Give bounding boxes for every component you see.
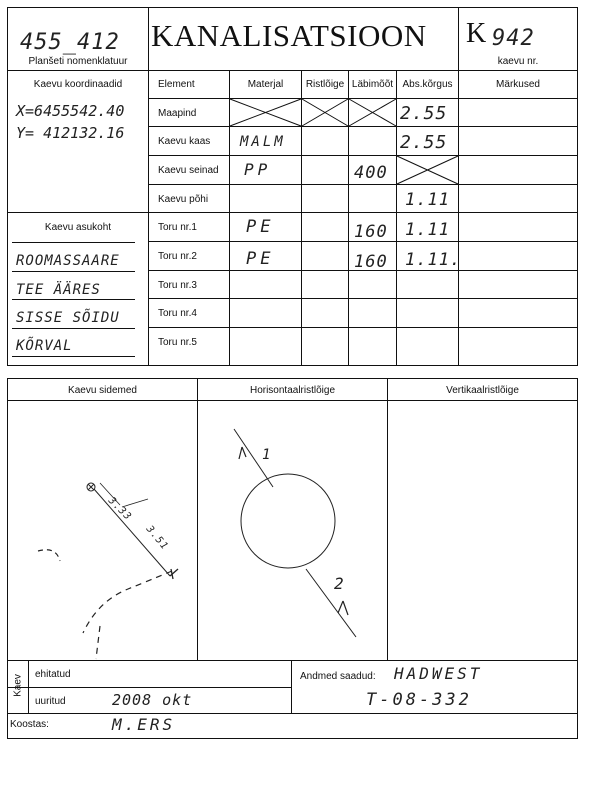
location-line-3: SISSE SÕIDU [16,310,120,326]
row-label-lid: Kaevu kaas [158,136,211,147]
compiled-label: Koostas: [10,719,49,730]
location-line-2: TEE ÄÄRES [16,282,101,298]
pipe-2-diameter: 160 [354,252,388,272]
tie-distance-1: 3.33 [105,495,134,523]
horizontal-section-sketch [198,401,387,660]
row-label-pipe-5: Toru nr.5 [158,337,197,348]
data-source-ref: T-08-332 [366,690,472,710]
row-label-bottom: Kaevu põhi [158,194,209,205]
row-label-pipe-1: Toru nr.1 [158,222,197,233]
col-header-element: Element [158,79,195,90]
compiled-value: M.ERS [112,715,176,734]
coordinate-x: X=6455542.40 [16,102,125,120]
kaev-label: Kaev [12,674,24,697]
row-label-walls: Kaevu seinad [158,165,219,176]
location-line-4: KÕRVAL [16,338,73,354]
coordinates-label: Kaevu koordinaadid [33,79,123,90]
surveyed-value: 2008 okt [112,691,193,709]
pipe-2-material: PE [246,249,275,269]
col-header-elevation: Abs.kõrgus [402,79,453,90]
ground-elevation: 2.55 [400,103,448,124]
row-label-pipe-3: Toru nr.3 [158,280,197,291]
location-label: Kaevu asukoht [44,222,112,233]
pipe-1-label: 1 [262,447,272,463]
well-number-value: 942 [492,26,535,51]
col-header-material: Materjal [247,79,284,90]
nomenclature-value: 455_412 [20,30,120,55]
well-number-prefix: K [466,18,487,49]
horizontal-section-label: Horisontaalristlõige [249,385,336,396]
pipe-1-diameter: 160 [354,222,388,242]
pipe-2-label: 2 [334,574,345,593]
row-label-ground: Maapind [158,108,197,119]
ties-label: Kaevu sidemed [68,385,137,396]
bottom-elevation: 1.11 [405,190,450,210]
pipe-2-elevation: 1.11. [405,250,462,270]
walls-diameter: 400 [354,163,388,183]
col-header-cross-section: Ristlõige [305,79,345,90]
row-label-pipe-4: Toru nr.4 [158,308,197,319]
col-header-notes: Märkused [496,79,540,90]
built-label: ehitatud [35,669,71,680]
ties-sketch [8,401,197,660]
surveyed-label: uuritud [35,696,66,707]
nomenclature-label: Planšeti nomenklatuur [28,56,128,67]
tie-distance-2: 3.51 [143,523,171,553]
lid-material: MALM [240,134,286,150]
pipe-1-elevation: 1.11 [405,220,450,240]
walls-material: PP [244,160,272,179]
data-source-value: HADWEST [394,664,483,683]
pipe-1-material: PE [246,217,275,237]
col-header-diameter: Läbimõõt [351,79,394,90]
location-line-1: ROOMASSAARE [16,253,120,269]
lid-elevation: 2.55 [400,132,448,153]
well-number-label: kaevu nr. [497,56,539,67]
vertical-section-label: Vertikaalristlõige [446,385,519,396]
page-title: KANALISATSIOON [151,18,427,53]
row-label-pipe-2: Toru nr.2 [158,251,197,262]
coordinate-y: Y= 412132.16 [16,124,125,142]
data-source-label: Andmed saadud: [300,671,376,682]
